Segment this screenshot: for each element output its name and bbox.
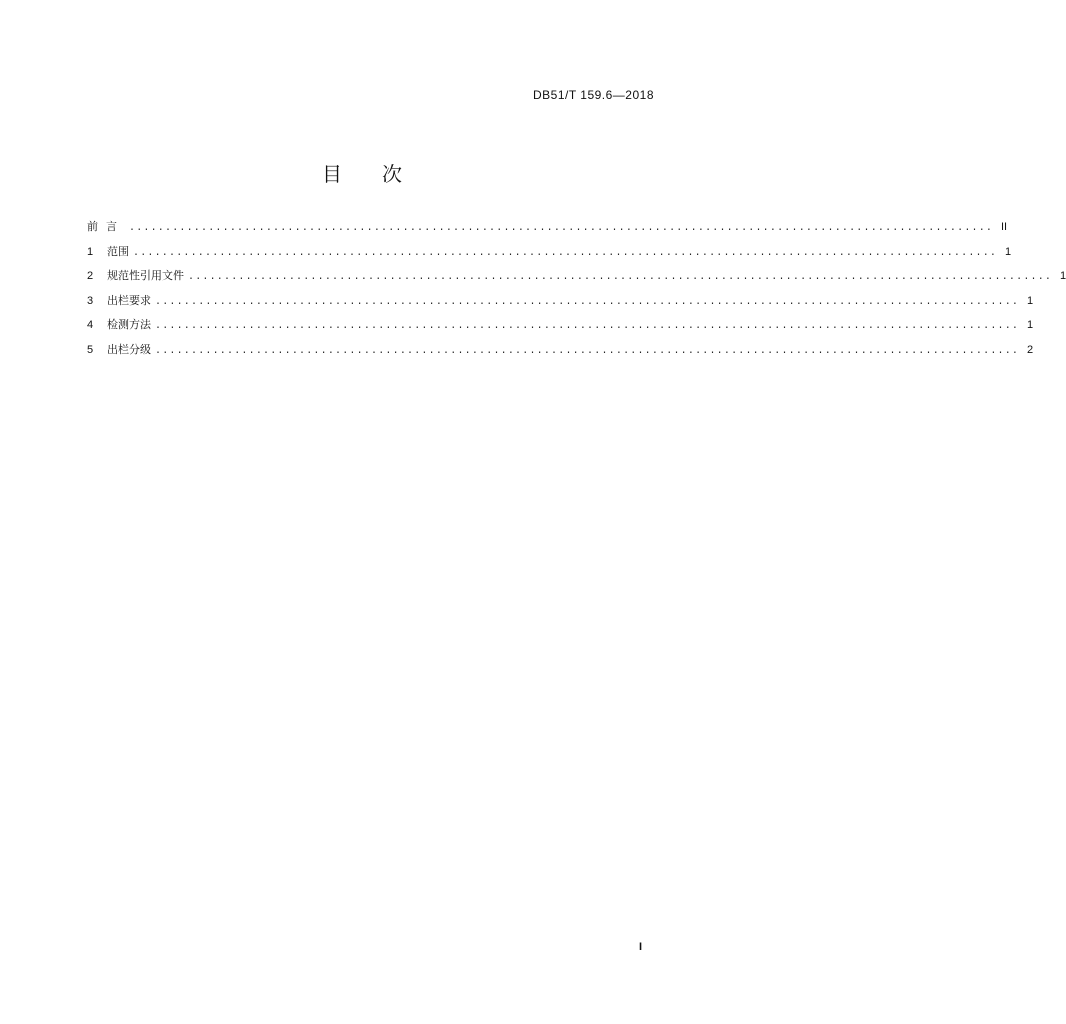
page-number: I bbox=[638, 941, 642, 953]
toc-leader-dots: ........................................................................................................................ bbox=[155, 321, 1020, 332]
toc-leader-dots: ........................................................................................................................ bbox=[155, 296, 1020, 308]
toc-entry-label: 出栏分级 bbox=[107, 342, 151, 356]
document-code: DB51/T 159.6—2018 bbox=[532, 88, 654, 102]
toc-entry-number: 5 bbox=[87, 343, 94, 356]
toc-entry-page: 1 bbox=[1060, 270, 1066, 282]
toc-list bbox=[87, 220, 1066, 367]
toc-entry-page: 2 bbox=[1027, 343, 1034, 356]
toc-leader-dots: ........................................................................................................................ bbox=[188, 272, 1053, 283]
toc-entry-page: II bbox=[1001, 221, 1008, 233]
toc-entry-number: 2 bbox=[87, 270, 94, 282]
toc-leader-dots: ........................................................................................................................ bbox=[133, 247, 998, 259]
toc-entry-number: 1 bbox=[87, 245, 94, 258]
toc-entry-foreword[interactable] bbox=[87, 220, 1008, 245]
toc-entry-label: 出栏要求 bbox=[107, 293, 151, 307]
toc-entry-number: 4 bbox=[87, 319, 94, 331]
toc-entry-label: 规范性引用文件 bbox=[107, 269, 184, 282]
toc-entry-page: 1 bbox=[1027, 294, 1034, 307]
toc-entry-page: 1 bbox=[1005, 245, 1012, 258]
toc-entry-requirements[interactable] bbox=[87, 293, 1034, 319]
toc-title-char-2: 次 bbox=[382, 162, 402, 186]
toc-title bbox=[0, 158, 724, 187]
toc-entry-label: 前言 bbox=[87, 220, 125, 233]
toc-entry-normative-references[interactable] bbox=[87, 269, 1066, 294]
toc-leader-dots: ........................................................................................................................ bbox=[155, 345, 1020, 357]
toc-entry-scope[interactable] bbox=[87, 244, 1012, 270]
toc-leader-dots: ........................................................................................................................ bbox=[129, 223, 994, 234]
toc-entry-grading[interactable] bbox=[87, 342, 1034, 368]
toc-entry-number: 3 bbox=[87, 294, 94, 307]
toc-entry-label: 范围 bbox=[107, 244, 129, 258]
toc-entry-label: 检测方法 bbox=[107, 318, 151, 331]
toc-title-char-1: 目 bbox=[322, 162, 342, 186]
toc-entry-page: 1 bbox=[1027, 319, 1034, 331]
toc-entry-test-methods[interactable] bbox=[87, 318, 1034, 343]
